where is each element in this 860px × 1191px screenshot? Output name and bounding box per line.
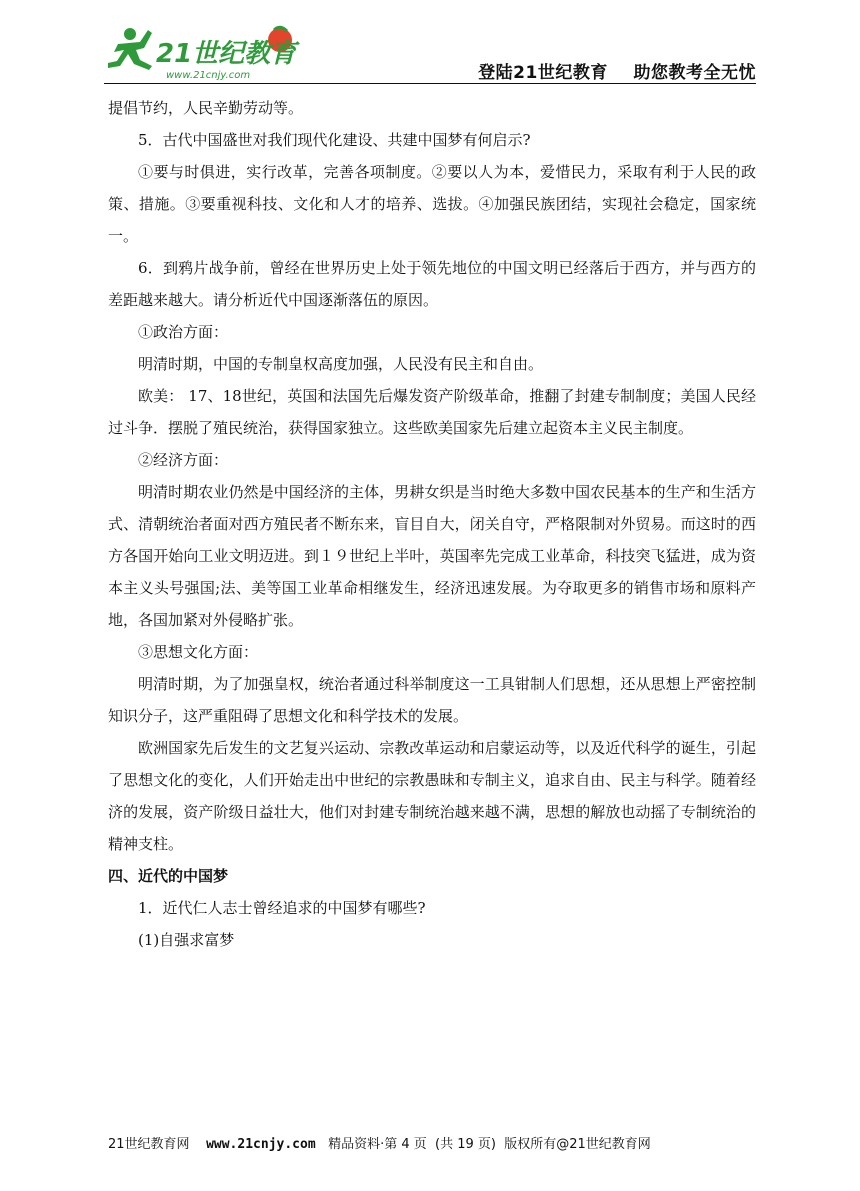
paragraph: 欧洲国家先后发生的文艺复兴运动、宗教改革运动和启蒙运动等，以及近代科学的诞生，引起了思想文化的变化，人们开始走出中世纪的宗教愚昧和专制主义，追求自由、民主与科学。随着经济的发展，资产阶级日益壮大，他们对封建专制统治越来越不满，思想的解放也动摇了专制统治的精神支柱。 bbox=[108, 739, 756, 853]
list-item: (1)自强求富梦 bbox=[138, 931, 235, 949]
footer-site: 21世纪教育网 bbox=[108, 1137, 190, 1152]
paragraph: 欧美： 17、18世纪，英国和法国先后爆发资产阶级革命，推翻了封建专制制度；美国人民经过斗争．摆脱了殖民统治，获得国家独立。这些欧美国家先后建立起资本主义民主制度。 bbox=[108, 387, 756, 437]
subheading-politics: ①政治方面： bbox=[138, 323, 229, 341]
section-heading: 四、近代的中国梦 bbox=[108, 867, 229, 885]
question-1: 1．近代仁人志士曾经追求的中国梦有哪些? bbox=[138, 899, 426, 917]
subheading-economy: ②经济方面： bbox=[138, 451, 229, 469]
subheading-culture: ③思想文化方面： bbox=[138, 643, 259, 661]
question-5: 5．古代中国盛世对我们现代化建设、共建中国梦有何启示? bbox=[138, 131, 531, 149]
logo-text: 21世纪教育 bbox=[156, 39, 297, 69]
page-footer bbox=[108, 1133, 651, 1152]
footer-page-info: 精品资料·第 4 页 (共 19 页) 版权所有@21世纪教育网 bbox=[328, 1137, 651, 1152]
paragraph: 提倡节约，人民辛勤劳动等。 bbox=[108, 99, 304, 117]
document-body bbox=[108, 92, 756, 956]
paragraph: 明清时期，为了加强皇权，统治者通过科举制度这一工具钳制人们思想，还从思想上严密控制知识分子，这严重阻碍了思想文化和科学技术的发展。 bbox=[108, 675, 756, 725]
page-header bbox=[0, 0, 860, 90]
paragraph: 明清时期农业仍然是中国经济的主体，男耕女织是当时绝大多数中国农民基本的生产和生活方式、清朝统治者面对西方殖民者不断东来，盲目自大，闭关自守，严格限制对外贸易。而这时的西方各国开始向工业文明迈进。到１９世纪上半叶，英国率先完成工业革命，科技突飞猛进，成为资本主义头号强国;法、美等国工业革命相继发生，经济迅速发展。为夺取更多的销售市场和原料产地，各国加紧对外侵略扩张。 bbox=[108, 483, 756, 629]
question-6: 6．到鸦片战争前，曾经在世界历史上处于领先地位的中国文明已经落后于西方，并与西方的差距越来越大。请分析近代中国逐渐落伍的原因。 bbox=[108, 259, 756, 309]
brand-logo bbox=[104, 22, 304, 82]
footer-url[interactable]: www.21cnjy.com bbox=[206, 1137, 316, 1152]
header-slogan: 登陆21世纪教育 助您教考全无忧 bbox=[478, 63, 756, 83]
answer-5: ①要与时俱进，实行改革，完善各项制度。②要以人为本，爱惜民力，采取有利于人民的政策、措施。③要重视科技、文化和人才的培养、选拔。④加强民族团结，实现社会稳定，国家统一。 bbox=[108, 163, 756, 245]
header-divider bbox=[104, 83, 756, 84]
logo-url: www.21cnjy.com bbox=[166, 70, 251, 81]
runner-icon bbox=[108, 28, 152, 70]
paragraph: 明清时期，中国的专制皇权高度加强，人民没有民主和自由。 bbox=[138, 355, 544, 373]
